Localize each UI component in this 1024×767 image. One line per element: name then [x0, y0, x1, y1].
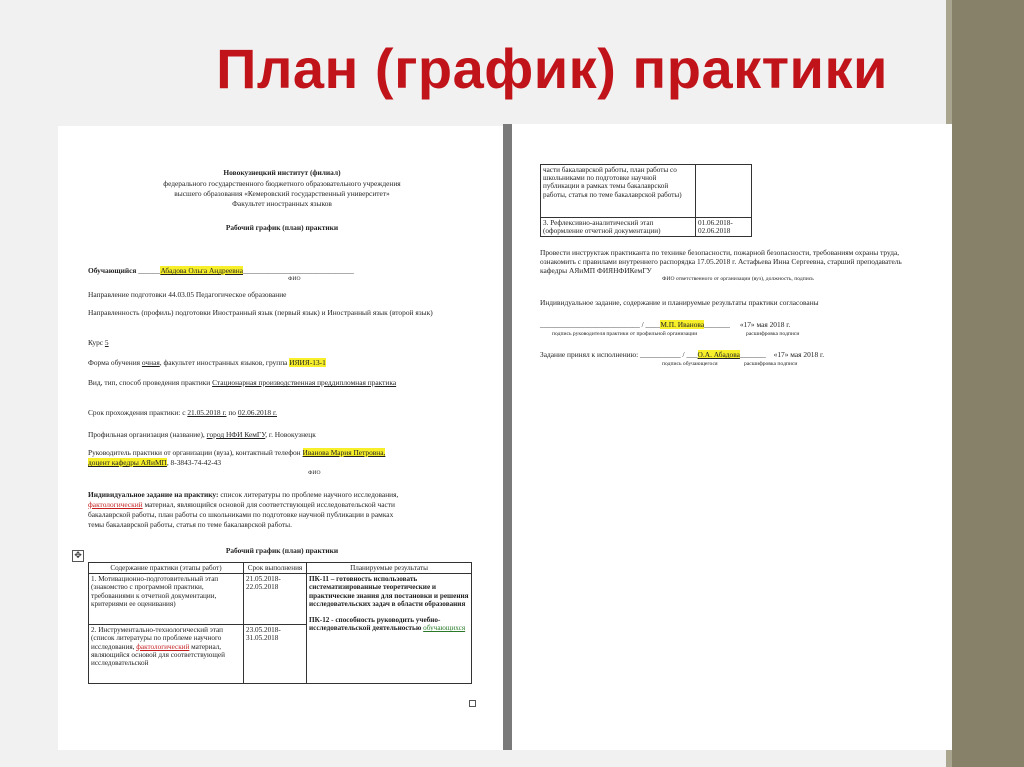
header-line-1: Новокузнецкий институт (филиал) — [223, 168, 341, 177]
supervisor-row: Руководитель практики от организации (вуза), контактный телефон Иванова Мария Петровна, — [88, 448, 386, 457]
header-line-2: федерального государственного бюджетного образовательного учреждения — [163, 179, 401, 188]
profile: Направленность (профиль) подготовки Иностранный язык (первый язык) и Иностранный язык (второй язык) — [88, 308, 433, 317]
row2-content: 2. Инструментально-технологический этап (список литературы по проблеме научного исследования, фактологический материал, являющийся основой для соответствующей исследовательской — [89, 625, 244, 684]
table-move-handle-icon[interactable]: ✥ — [72, 550, 84, 562]
ind-task-line-3: бакалаврской работы, план работы со школьниками по подготовке научной публикации в рамках — [88, 510, 394, 519]
agreed-text: Индивидуальное задание, содержание и планируемые результаты практики согласованы — [540, 298, 819, 307]
fio-caption: ФИО — [288, 276, 301, 282]
page-divider — [503, 124, 512, 750]
header-line-4: Факультет иностранных языков — [232, 199, 332, 208]
document-page-left — [58, 126, 506, 750]
accepted-row: Задание принял к исполнению: ___________ / ___О.А. Абадова_______ «17» мая 2018 г. — [540, 350, 825, 359]
row3-content: 3. Рефлексивно-аналитический этап (оформление отчетной документации) — [541, 218, 696, 237]
period-row: Срок прохождения практики: с 21.05.2018 г. по 02.06.2018 г. — [88, 408, 278, 417]
organization-row: Профильная организация (название), город НФИ КемГУ, г. Новокузнецк — [88, 430, 316, 439]
header-line-3: высшего образования «Кемеровский государственный университет» — [174, 189, 390, 198]
practice-plan-table-continued — [540, 164, 752, 237]
row0-content: части бакалаврской работы, план работы со школьниками по подготовке научной публикации в рамках темы бакалаврской работы, статья по теме бакалаврской работы) — [541, 165, 696, 218]
group-value: ИЯИЯ-13-1 — [289, 358, 326, 367]
signature-decode-2: расшифровка подписи — [744, 361, 798, 367]
table-row — [89, 574, 472, 625]
course-row: Курс 5 — [88, 338, 109, 347]
signature-caption-1: подпись руководителя практики от профильной организации — [552, 331, 698, 337]
signature-name-2: О.А. Абадова — [697, 350, 740, 359]
fio-caption-2: ФИО — [308, 470, 321, 476]
ind-task-line-2: фактологический материал, являющийся основой для соответствующей исследовательской части — [88, 500, 395, 509]
row0-dates — [696, 165, 752, 218]
practice-kind: Вид, тип, способ проведения практики Стационарная производственная преддипломная практика — [88, 378, 397, 387]
table-row — [541, 165, 752, 218]
instruction-caption: ФИО ответственного от организации (вуз), должность, подпись — [662, 276, 814, 282]
decorative-side-bar — [946, 0, 1024, 767]
signature-name-1: М.П. Иванова — [660, 320, 705, 329]
row3-dates: 01.06.2018-02.06.2018 — [696, 218, 752, 237]
student-name: Абадова Ольга Андреевна — [160, 266, 244, 275]
row2-dates: 23.05.2018-31.05.2018 — [244, 625, 307, 684]
ind-task-line-4: темы бакалаврской работы, статья по теме бакалаврской работы. — [88, 520, 292, 529]
header-content: Содержание практики (этапы работ) — [89, 563, 244, 574]
signature-row-1: ___________________________ / ____М.П. Иванова_______ «17» мая 2018 г. — [540, 320, 791, 329]
header-results: Планируемые результаты — [307, 563, 472, 574]
doc-title: Рабочий график (план) практики — [225, 223, 339, 232]
table-header-row — [89, 563, 472, 574]
table-title: Рабочий график (план) практики — [225, 546, 339, 555]
row1-dates: 21.05.2018-22.05.2018 — [244, 574, 307, 625]
supervisor-row-2: доцент кафедры АЯиМП, 8-3843-74-42-43 — [88, 458, 222, 467]
instruction-text: Провести инструктаж практиканта по технике безопасности, пожарной безопасности, требованиям охраны труда, ознакомить с правилами внутреннего распорядка 17.05.2018 г. Астафьева Инна Сергеевна, старший преподаватель кафедры АЯиМП ФИЯНФИКемГУ — [540, 248, 902, 276]
ind-task-line-1: Индивидуальное задание на практику: список литературы по проблеме научного исследования, — [88, 490, 399, 499]
table-resize-handle-icon[interactable] — [469, 700, 476, 707]
table-row — [541, 218, 752, 237]
document-page-right — [512, 124, 952, 750]
slide-title: План (график) практики — [216, 37, 888, 100]
direction: Направление подготовки 44.03.05 Педагогическое образование — [88, 290, 287, 299]
course-value: 5 — [104, 338, 109, 347]
student-row: Обучающийся ______Абадова Ольга Андреевна______________________________ — [88, 266, 354, 275]
practice-plan-table — [88, 562, 472, 684]
header-dates: Срок выполнения — [244, 563, 307, 574]
student-sign-caption: подпись обучающегося — [662, 361, 718, 367]
student-label: Обучающийся — [88, 266, 137, 275]
row1-results: ПК-11 – готовность использовать систематизированные теоретические и практические знания для постановки и решения исследовательских задач в области образования ПК-12 - способность руководить учебно-исследовательской деятельностью обучающихся — [307, 574, 472, 684]
signature-decode-1: расшифровка подписи — [746, 331, 800, 337]
form-row: Форма обучения очная, факультет иностранных языков, группа ИЯИЯ-13-1 — [88, 358, 326, 367]
row1-content: 1. Мотивационно-подготовительный этап (знакомство с программой практики, требованиями к отчетной документации, критериями ее оценивания) — [89, 574, 244, 625]
